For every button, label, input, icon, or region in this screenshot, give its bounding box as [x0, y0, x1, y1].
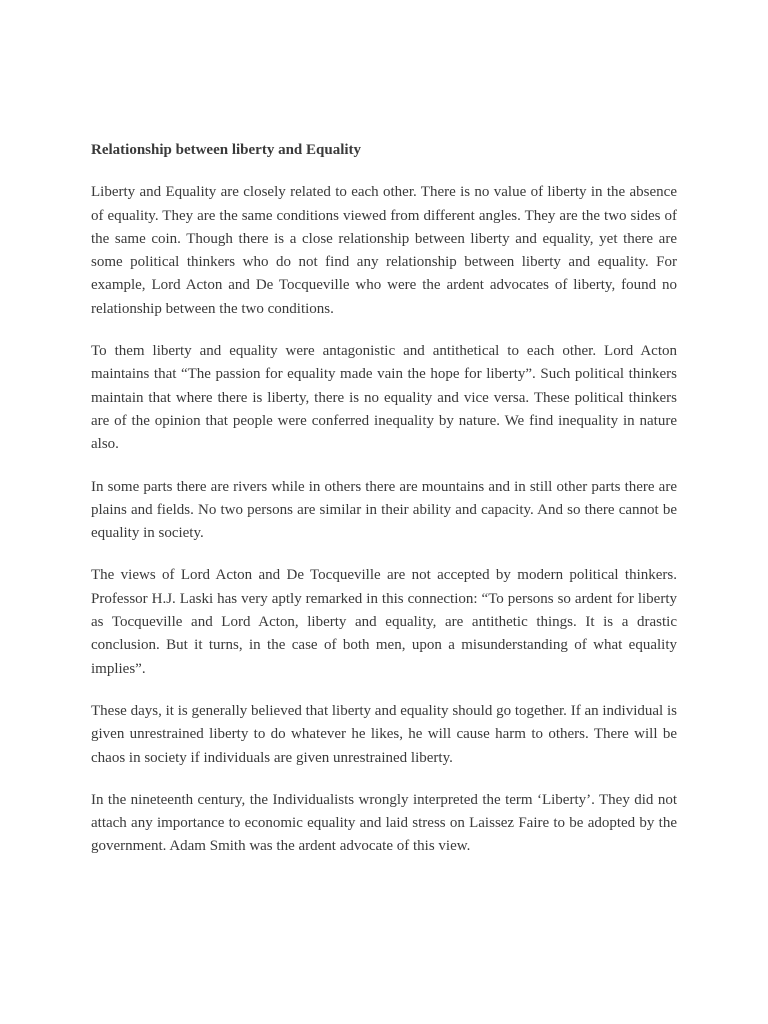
- document-title: Relationship between liberty and Equality: [91, 142, 362, 158]
- paragraph: Liberty and Equality are closely related to each other. There is no value of liberty in the absence of equality. They are the same conditions viewed from different angles. They are the two sides of the same coin. Though there is a close relationship between liberty and equality, yet there are some political thinkers who do not find any relationship between liberty and equality. For example, Lord Acton and De Tocqueville who were the ardent advocates of liberty, found no relationship between the two conditions.: [91, 184, 677, 317]
- paragraph: To them liberty and equality were antagonistic and antithetical to each other. Lord Acton maintains that “The passion for equality made vain the hope for liberty”. Such political thinkers maintain that where there is liberty, there is no equality and vice versa. These political thinkers are of the opinion that people were conferred inequality by nature. We find inequality in nature also.: [91, 343, 677, 453]
- paragraph: In some parts there are rivers while in others there are mountains and in still other parts there are plains and fields. No two persons are similar in their ability and capacity. And so there cannot be equality in society.: [91, 478, 677, 542]
- paragraph: The views of Lord Acton and De Tocqueville are not accepted by modern political thinkers. Professor H.J. Laski has very aptly remarked in this connection: “To persons so ardent for liberty as Tocqueville and Lord Acton, liberty and equality, are antithetic things. It is a drastic conclusion. But it turns, in the case of both men, upon a misunderstanding of what equality implies”.: [91, 567, 677, 677]
- paragraph: These days, it is generally believed that liberty and equality should go together. If an individual is given unrestrained liberty to do whatever he likes, he will cause harm to others. There will be chaos in society if individuals are given unrestrained liberty.: [91, 702, 677, 766]
- document-body: [91, 139, 677, 878]
- paragraph: In the nineteenth century, the Individualists wrongly interpreted the term ‘Liberty’. They did not attach any importance to economic equality and laid stress on Laissez Faire to be adopted by the government. Adam Smith was the ardent advocate of this view.: [91, 791, 677, 855]
